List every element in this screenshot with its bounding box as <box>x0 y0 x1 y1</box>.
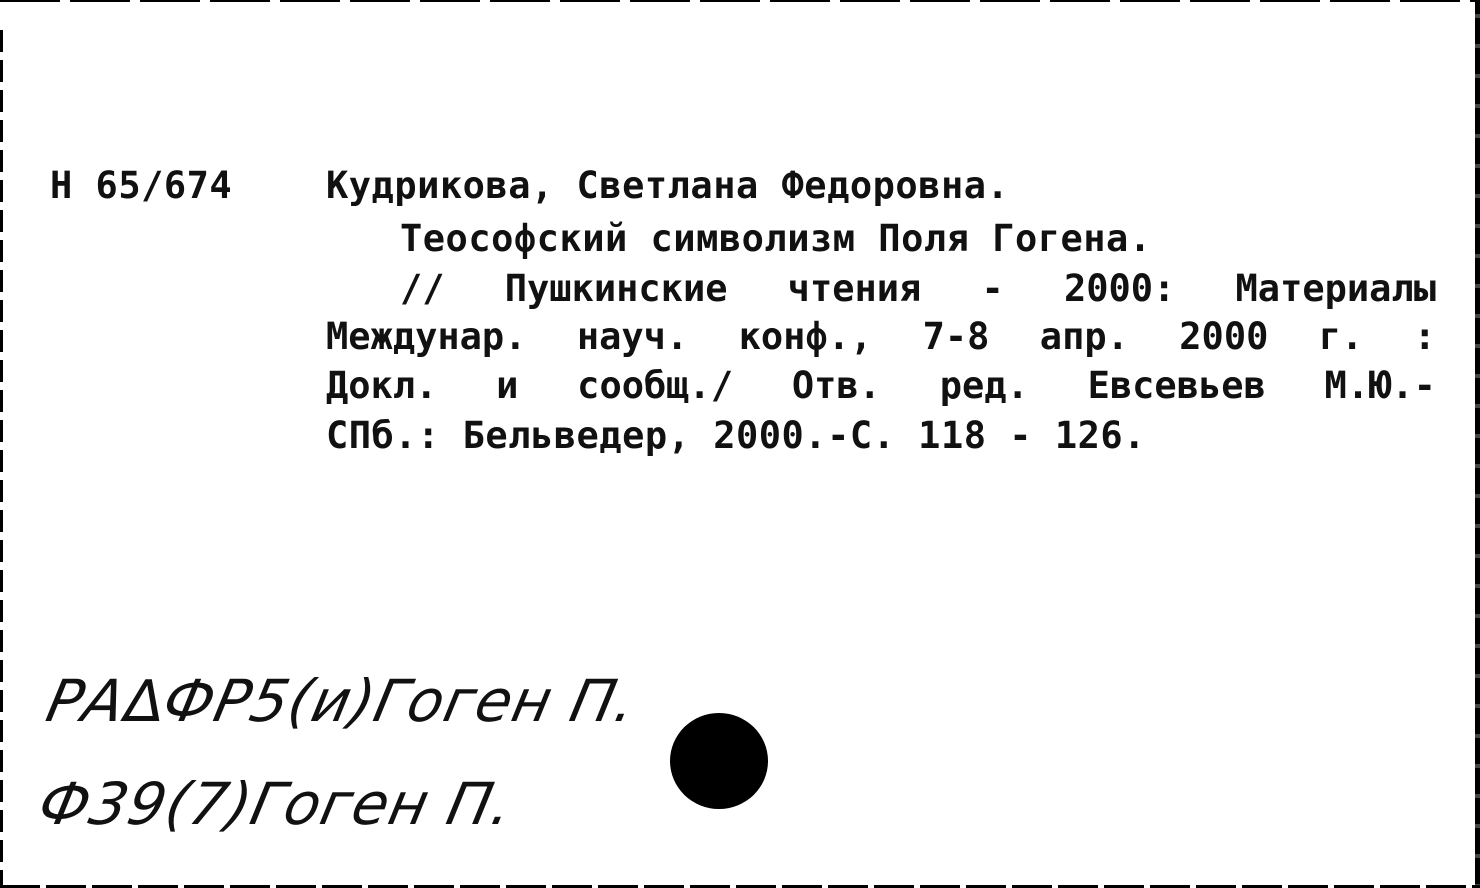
title-line: Теософский символизм Поля Гогена. <box>400 217 1152 260</box>
word: М.Ю.- <box>1324 364 1436 407</box>
imprint-line: СПб.: Бельведер, 2000.-С. 118 - 126. <box>326 414 1146 457</box>
handwritten-classification-2: Ф39(7)Гоген П. <box>32 770 520 838</box>
card-left-edge <box>0 30 3 888</box>
source-line-1 <box>400 267 1436 310</box>
word: ред. <box>939 364 1029 407</box>
word: Докл. <box>326 364 438 407</box>
word: и <box>496 364 519 407</box>
word: апр. <box>1039 315 1129 358</box>
word: 2000 <box>1179 315 1269 358</box>
source-line-2 <box>326 315 1436 358</box>
handwritten-classification-1: РА∆ФР5(и)Гоген П. <box>40 667 643 735</box>
word: 7-8 <box>922 315 990 358</box>
word: чтения <box>787 267 922 310</box>
card-right-edge <box>1475 0 1480 888</box>
author-line: Кудрикова, Светлана Федоровна. <box>326 164 1010 207</box>
word: 2000: <box>1063 267 1176 310</box>
word: науч. <box>576 315 689 358</box>
word: Евсевьев <box>1087 364 1266 407</box>
word: - <box>981 267 1004 310</box>
word: : <box>1413 315 1436 358</box>
source-line-3 <box>326 364 1436 407</box>
shelfmark: Н 65/674 <box>50 164 233 207</box>
word: // <box>400 267 445 310</box>
word: конф., <box>738 315 873 358</box>
word: Отв. <box>791 364 881 407</box>
word: Пушкинские <box>504 267 728 310</box>
word: Материалы <box>1235 267 1436 310</box>
punch-hole <box>670 713 768 809</box>
word: сообщ./ <box>577 364 734 407</box>
card-top-edge <box>0 0 1480 2</box>
word: г. <box>1318 315 1364 358</box>
word: Междунар. <box>326 315 527 358</box>
